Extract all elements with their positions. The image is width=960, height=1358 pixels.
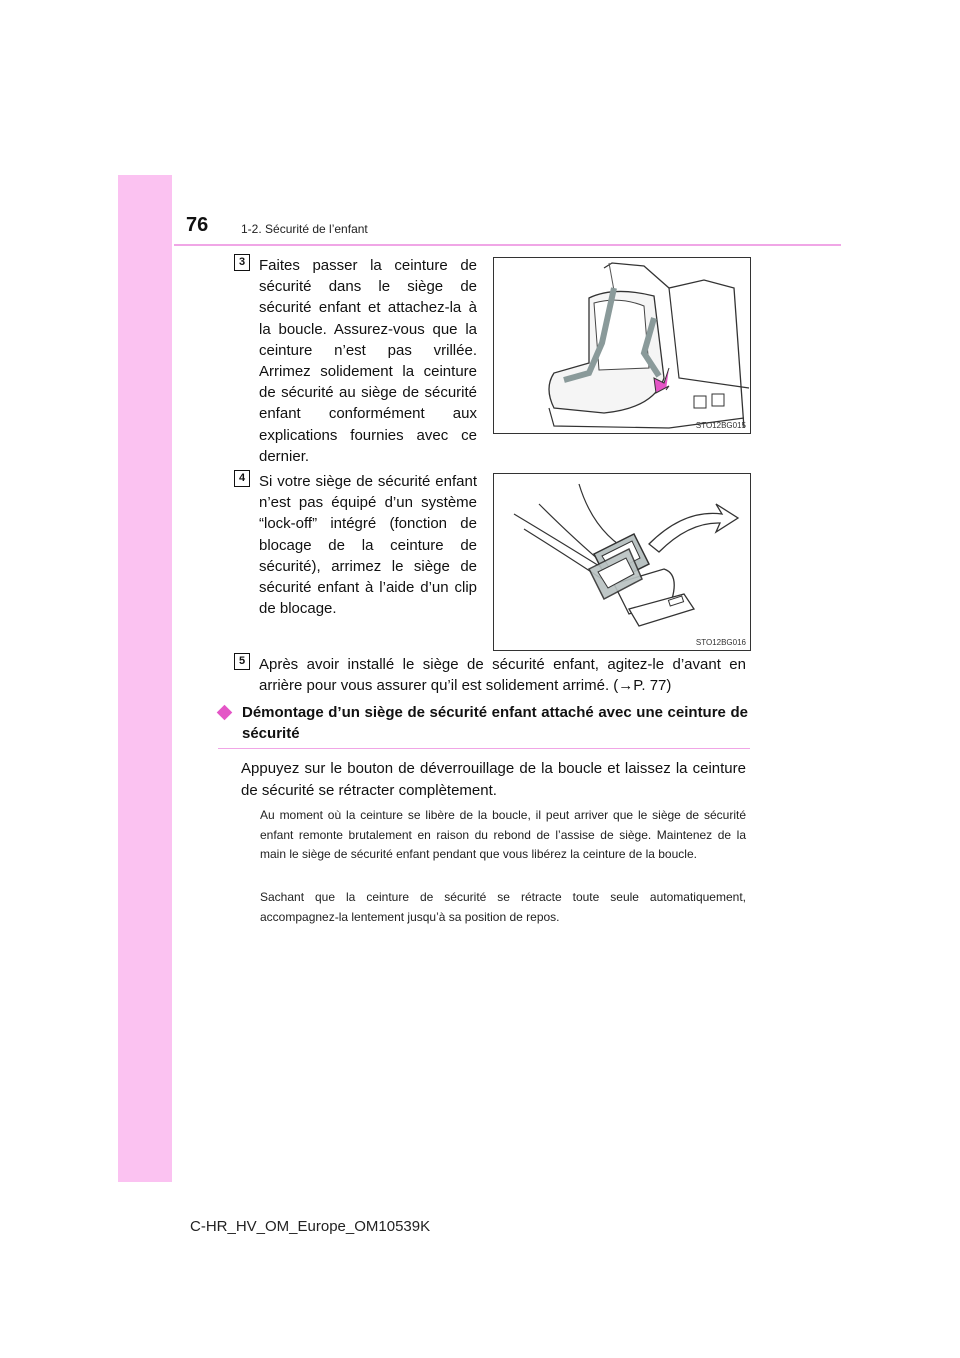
child-seat-illustration (494, 258, 750, 433)
step-badge-3: 3 (234, 254, 250, 271)
diamond-bullet-icon (217, 705, 233, 721)
step-badge-5: 5 (234, 653, 250, 670)
section-title: 1-2. Sécurité de l’enfant (241, 222, 368, 236)
note-paragraph-2: Sachant que la ceinture de sécurité se rétracte toute seule automatiquement, accompagnez-la lentement jusqu’à sa position de repos. (260, 890, 746, 924)
footer-doc-code: C-HR_HV_OM_Europe_OM10539K (190, 1218, 431, 1235)
locking-clip-illustration (494, 474, 750, 650)
side-color-band (118, 175, 172, 1182)
step-text-3: Faites passer la ceinture de sécurité dans le siège de sécurité enfant et attachez-la à la boucle. Assurez-vous que la ceinture n’est pas vrillée. Arrimez solidement la ceinture de sécurité au siège de sécurité enfant conformément aux explications fournies avec ce dernier. (259, 257, 477, 465)
header-divider (174, 244, 841, 246)
figure-code-2: STO12BG016 (695, 638, 746, 647)
subsection-body: Appuyez sur le bouton de déverrouillage de la boucle et laissez la ceinture de sécurité se rétracter complètement. (241, 760, 746, 799)
step-text-5: Après avoir installé le siège de sécurité enfant, agitez-le d’avant en arrière pour vous assurer qu’il est solidement arrimé. (→P. 77) (259, 656, 746, 695)
figure-child-seat-belt (493, 257, 751, 434)
subsection-heading-text: Démontage d’un siège de sécurité enfant attaché avec une ceinture de sécurité (242, 704, 748, 742)
figure-locking-clip (493, 473, 751, 651)
figure-code-1: STO12BG015 (695, 421, 746, 430)
subsection-divider (218, 748, 750, 749)
note-paragraph-1: Au moment où la ceinture se libère de la boucle, il peut arriver que le siège de sécurité enfant remonte brutalement en raison du rebond de l’assise de siège. Maintenez de la main le siège de sécurité enfant pendant que vous libérez la ceinture de la boucle. (260, 808, 746, 861)
step-text-4: Si votre siège de sécurité enfant n’est pas équipé d’un système “lock-off” intégré (fonction de blocage de la ceinture de sécurité), arrimez le siège de sécurité enfant à l’aide d’un clip de blocage. (259, 473, 477, 618)
step-badge-4: 4 (234, 470, 250, 487)
page-number: 76 (186, 214, 209, 236)
